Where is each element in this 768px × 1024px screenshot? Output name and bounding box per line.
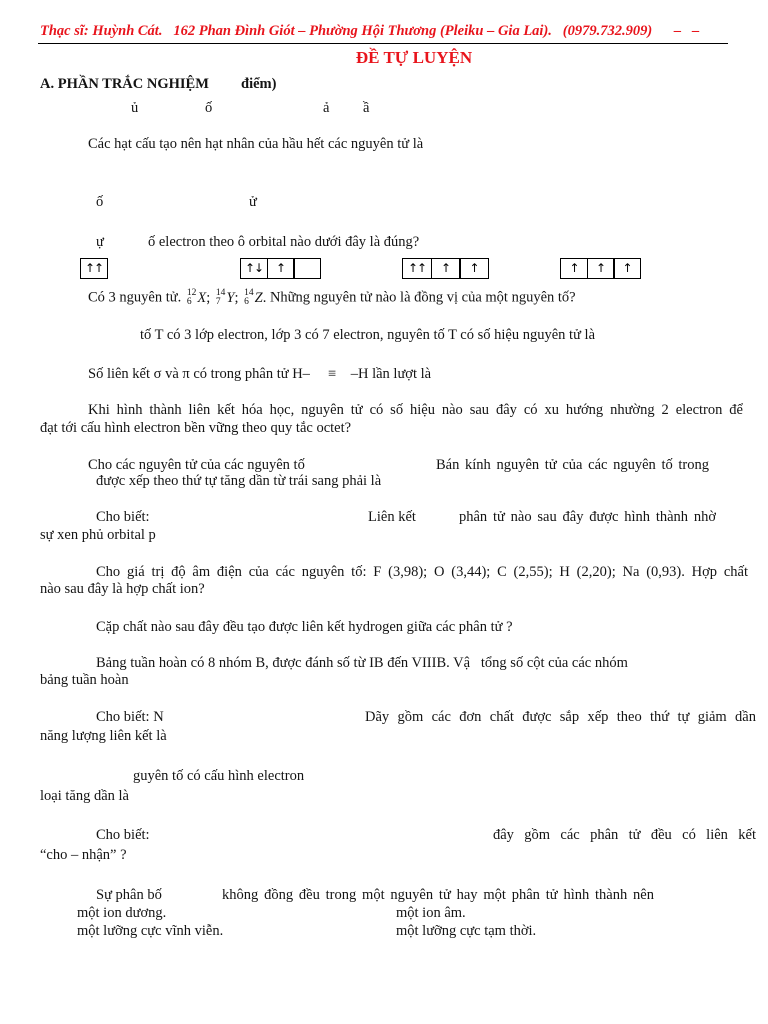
question-3-prefix: Có 3 nguyên tử. — [88, 289, 182, 306]
page-title: ĐỀ TỰ LUYỆN — [355, 48, 473, 67]
element-symbol: X — [197, 289, 207, 306]
question-1-option-fragment: ố — [96, 194, 104, 210]
question-14-line-2: “cho – nhận” ? — [40, 847, 127, 863]
orbital-option-b — [240, 258, 321, 280]
atomic-number: 6 — [244, 297, 249, 307]
mass-number: 14 — [244, 288, 254, 298]
instruction-fragment: ố — [205, 100, 213, 116]
question-11-line-1: Bảng tuần hoàn có 8 nhóm B, được đánh số từ IB đến VIIIB. Vậ tổng số cột của các nhóm — [96, 655, 628, 671]
question-12-lead: Cho biết: N — [96, 709, 164, 725]
separator: ; — [206, 289, 211, 306]
element-symbol: Z — [254, 289, 263, 306]
question-15-option-b: một ion âm. — [396, 905, 466, 921]
question-8-lead: Cho biết: — [96, 509, 150, 525]
question-12-tail: Dãy gồm các đơn chất được sắp xếp theo thứ tự giảm dần — [365, 709, 756, 725]
question-7-line-2: được xếp theo thứ tự tăng dần từ trái sang phải là — [96, 473, 382, 489]
header-divider — [38, 43, 728, 44]
instruction-fragment: ủ — [131, 100, 139, 116]
question-14-tail: đây gồm các phân tử đều có liên kết — [493, 827, 756, 843]
orbital-box: ↑↑ — [402, 258, 432, 279]
question-15-option-d: một lưỡng cực tạm thời. — [396, 923, 537, 939]
element-symbol: Y — [226, 289, 235, 306]
question-15-tail: không đồng đều trong một nguyên tử hay một phân tử hình thành nên — [222, 887, 654, 903]
question-10-text: Cặp chất nào sau đây đều tạo được liên kết hydrogen giữa các phân tử ? — [96, 619, 513, 635]
orbital-option-c — [402, 258, 489, 280]
question-6-line-2: đạt tới cấu hình electron bền vững theo quy tắc octet? — [40, 420, 352, 436]
question-7-tail: Bán kính nguyên tử của các nguyên tố trong — [436, 457, 709, 473]
question-2-text: ố electron theo ô orbital nào dưới đây là đúng? — [148, 234, 420, 250]
separator: . — [262, 289, 267, 306]
teacher-header: Thạc sĩ: Huỳnh Cát. 162 Phan Đình Giót – Phường Hội Thương (Pleiku – Gia Lai). (0979.732.909) – – — [40, 23, 700, 39]
question-1-text: Các hạt cấu tạo nên hạt nhân của hầu hết các nguyên tử là — [88, 136, 424, 152]
question-8-line-2: sự xen phủ orbital p — [40, 527, 156, 543]
atomic-number: 7 — [215, 297, 221, 307]
isotope-z — [242, 289, 266, 307]
orbital-box — [293, 258, 321, 279]
question-3-suffix: Những nguyên tử nào là đồng vị của một nguyên tố? — [269, 289, 576, 306]
question-5-text: Số liên kết σ và π có trong phân tử H– ≡ –H lần lượt là — [88, 366, 432, 382]
orbital-option-a — [80, 258, 108, 280]
isotope-y — [214, 289, 239, 307]
mass-number: 14 — [215, 288, 226, 298]
question-13-line-2: loại tăng dần là — [40, 788, 129, 804]
question-14-lead: Cho biết: — [96, 827, 150, 843]
question-8-mid: Liên kết — [368, 509, 416, 525]
question-13-line-1: guyên tố có cấu hình electron — [133, 768, 305, 784]
question-1-option-fragment: ử — [249, 194, 257, 210]
question-11-line-2: bảng tuần hoàn — [40, 672, 129, 688]
question-7-lead: Cho các nguyên tử của các nguyên tố — [88, 457, 305, 473]
orbital-box: ↑ — [587, 258, 615, 279]
section-heading: A. PHẦN TRẮC NGHIỆM — [40, 76, 209, 92]
orbital-box: ↑ — [267, 258, 295, 279]
question-8-tail: phân tử nào sau đây được hình thành nhờ — [459, 509, 716, 525]
atomic-number: 6 — [186, 297, 192, 307]
question-9-line-2: nào sau đây là hợp chất ion? — [40, 581, 205, 597]
section-points-fragment: điểm) — [241, 76, 277, 92]
question-2-fragment: ự — [96, 234, 104, 250]
orbital-box: ↑ — [459, 258, 489, 279]
orbital-option-d — [560, 258, 641, 280]
question-9-line-1: Cho giá trị độ âm điện của các nguyên tố: F (3,98); O (3,44); C (2,55); H (2,20); Na (0,93). Hợp chất — [96, 564, 748, 580]
orbital-box: ↑↑ — [80, 258, 108, 279]
question-3-line — [88, 289, 576, 307]
question-15-option-a: một ion dương. — [77, 905, 167, 921]
orbital-box: ↑ — [560, 258, 588, 279]
question-15-option-c: một lưỡng cực vĩnh viễn. — [77, 923, 224, 939]
orbital-box: ↑↓ — [240, 258, 268, 279]
question-4-text: tố T có 3 lớp electron, lớp 3 có 7 electron, nguyên tố T có số hiệu nguyên tử là — [140, 327, 596, 343]
question-6-line-1: Khi hình thành liên kết hóa học, nguyên tử có số hiệu nào sau đây có xu hướng nhường 2 electron để — [88, 402, 743, 418]
question-15-lead: Sự phân bố — [96, 887, 162, 903]
instruction-fragment: ầ — [363, 100, 370, 116]
mass-number: 12 — [186, 288, 197, 298]
question-12-line-2: năng lượng liên kết là — [40, 728, 167, 744]
instruction-fragment: ả — [323, 100, 330, 116]
orbital-box: ↑ — [431, 258, 461, 279]
separator: ; — [234, 289, 239, 306]
isotope-x — [185, 289, 210, 307]
orbital-box: ↑ — [613, 258, 641, 279]
